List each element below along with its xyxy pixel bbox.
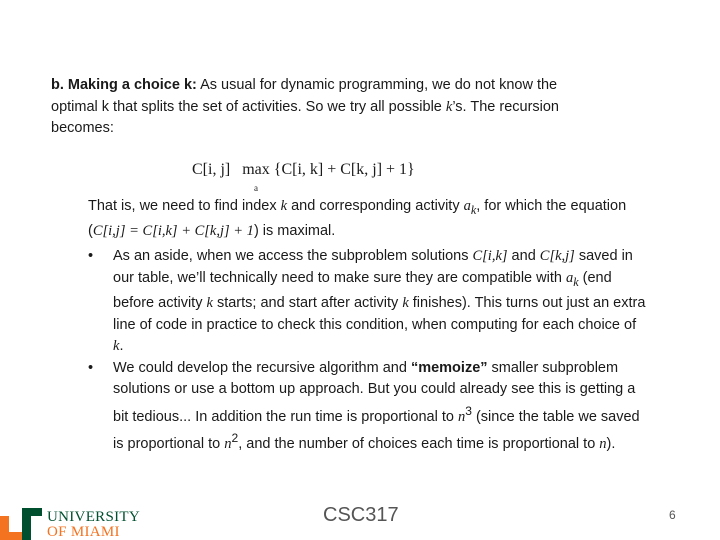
bullet1-text-1: As an aside, when we access the subproblem solutions [113, 248, 473, 264]
bullet2-text-2: smaller subproblem solutions or use a bottom up approach. But you could already see this is getting a bit tedious... In addition the run time is proportional to [113, 359, 636, 425]
university-logo-text [47, 510, 140, 540]
bullet1-c-kj: C[k,j] [539, 248, 575, 264]
bullet2-text-3: (since the table we saved is proportional to [113, 408, 640, 453]
bullet2-n1-sup: 3 [465, 404, 472, 419]
logo-u-bottom-bar [0, 532, 22, 540]
logo-line-2: OF MIAMI [47, 524, 120, 540]
explanation-paragraph [88, 196, 648, 243]
bullet1-text-3: saved in our table, we’ll technically need to make sure they are compatible with [113, 248, 633, 286]
bullet-marker: • [88, 248, 94, 264]
bullet1-text-5: starts; and start after activity [212, 295, 403, 312]
bullet2-text-5: ). [606, 436, 616, 453]
logo-u-top-bar [31, 508, 42, 516]
equation-lhs: C[i, j] [192, 161, 231, 178]
para-text-4: ) is maximal. [253, 223, 336, 240]
bullet-marker: • [88, 359, 94, 376]
bullet2-text-1: We could develop the recursive algorithm and [113, 359, 411, 376]
course-code: CSC317 [323, 504, 399, 526]
bullet-list [88, 246, 648, 456]
para-equation: C[i,j] = C[i,k] + C[k,j] + 1 [92, 223, 254, 240]
intro-text-2: ’s. The recursion becomes: [51, 98, 559, 136]
bullet2-n2-sup: 2 [231, 431, 239, 446]
bullet2-memoize: “memoize” [410, 359, 488, 376]
bullet1-k2: k [402, 295, 409, 312]
intro-label: b. Making a choice k: [51, 77, 197, 93]
bullet2-n1: n [457, 408, 466, 425]
para-ak-sub: k [470, 202, 477, 217]
equation-body: {C[i, k] + C[k, j] + 1} [273, 161, 415, 178]
logo-u-right-bar [22, 508, 31, 540]
bullet2-n2: n [224, 436, 232, 453]
bullet1-a: a [565, 269, 574, 286]
page-number: 6 [669, 508, 676, 522]
bullet-item-aside [88, 246, 648, 358]
para-text-3: , for which the equation ( [88, 198, 627, 240]
recursion-equation [192, 158, 415, 193]
equation-max: max [242, 161, 270, 178]
para-k: k [280, 198, 288, 214]
logo-line-1: UNIVERSITY [47, 509, 140, 525]
intro-paragraph [51, 75, 591, 140]
intro-k-var: k [445, 98, 453, 115]
bullet1-c-ik: C[i,k] [472, 248, 508, 264]
bullet-item-memoize [88, 358, 648, 456]
intro-text-1: As usual for dynamic programming, we do not know the optimal k that splits the set of activities. So we try all possible [51, 77, 558, 115]
para-text-1: That is, we need to find index [88, 198, 281, 214]
bullet2-text-4: , and the number of choices each time is proportional to [238, 436, 600, 453]
bullet1-text-6: finishes). This turns out just an extra line of code in practice to check this condition, when computing for each choice of [113, 295, 646, 333]
bullet1-text-7: . [119, 338, 124, 355]
bullet1-k1: k [206, 295, 213, 312]
bullet1-a-sub: k [573, 274, 579, 289]
bullet1-k3: k [113, 338, 120, 355]
bullet2-n3: n [599, 436, 607, 453]
para-ak: a [463, 198, 471, 214]
bullet1-text-2: and [507, 248, 540, 264]
bullet1-text-4: (end before activity [113, 269, 612, 312]
equation-subscript: a [254, 183, 258, 193]
para-text-2: and corresponding activity [287, 198, 464, 214]
